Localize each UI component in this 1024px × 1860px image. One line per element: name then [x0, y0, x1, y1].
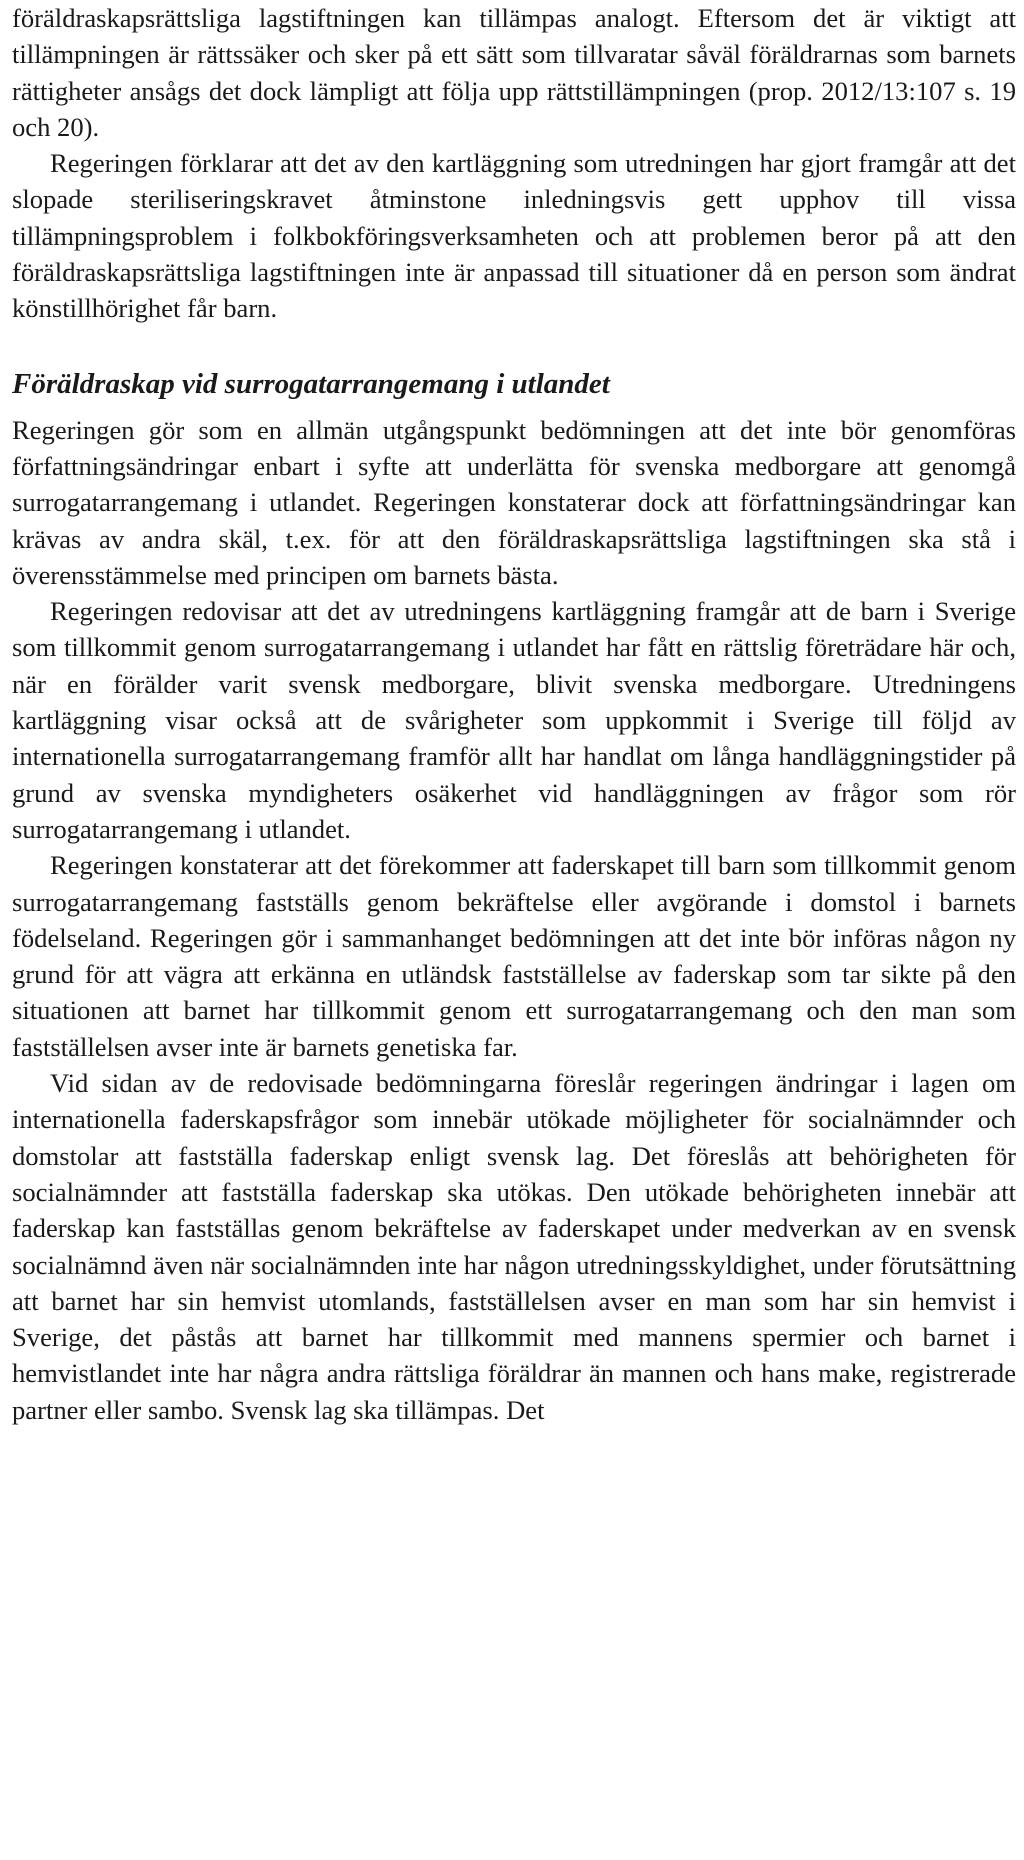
- paragraph: Regeringen förklarar att det av den kartläggning som utredningen har gjort framgår att det slopade steriliseringskravet åtminstone inledningsvis gett upphov till vissa tillämpningsproblem i folkbokföringsverksamheten och att problemen beror på att den föräldraskapsrättsliga lagstiftningen inte är anpassad till situationer då en person som ändrat könstillhörighet får barn.: [12, 148, 1016, 324]
- paragraph: Regeringen gör som en allmän utgångspunkt bedömningen att det inte bör genomföras författningsändringar enbart i syfte att underlätta för svenska medborgare att genomgå surrogatarrangemang i utlandet. Regeringen konstaterar dock att författningsändringar kan krävas av andra skäl, t.ex. för att den föräldraskapsrättsliga lagstiftningen ska stå i överensstämmelse med principen om barnets bästa.: [12, 414, 1016, 590]
- document-page: [12, 0, 1016, 1428]
- paragraphs-top: [12, 0, 1016, 327]
- paragraph: Regeringen redovisar att det av utredningens kartläggning framgår att de barn i Sverige som tillkommit genom surrogatarrangemang i utlandet har fått en rättslig företrädare här och, när en förälder varit svensk medborgare, blivit svenska medborgare. Utredningens kartläggning visar också att de svårigheter som uppkommit i Sverige till följd av internationella surrogatarrangemang framför allt har handlat om långa handläggningstider på grund av svenska myndigheters osäkerhet vid handläggningen av frågor som rör surrogatarrangemang i utlandet.: [12, 596, 1016, 844]
- section-heading: Föräldraskap vid surrogatarrangemang i utlandet: [12, 367, 610, 400]
- paragraphs-bottom: [12, 412, 1016, 1428]
- paragraph: Regeringen konstaterar att det förekommer att faderskapet till barn som tillkommit genom surrogatarrangemang fastställs genom bekräftelse eller avgörande i domstol i barnets födelseland. Regeringen gör i sammanhanget bedömningen att det inte bör införas någon ny grund för att vägra att erkänna en utländsk fastställelse av faderskap som tar sikte på den situationen att barnet har tillkommit genom ett surrogatarrangemang och den man som fastställelsen avser inte är barnets genetiska far.: [12, 850, 1016, 1062]
- paragraph: föräldraskapsrättsliga lagstiftningen kan tillämpas analogt. Eftersom det är viktigt att tillämpningen är rättssäker och sker på ett sätt som tillvaratar såväl föräldrarnas som barnets rättigheter ansågs det dock lämpligt att följa upp rättstillämpningen (prop. 2012/13:107 s. 19 och 20).: [12, 3, 1016, 142]
- paragraph: Vid sidan av de redovisade bedömningarna föreslår regeringen ändringar i lagen om internationella faderskapsfrågor som innebär utökade möjligheter för socialnämnder och domstolar att fastställa faderskap enligt svensk lag. Det föreslås att behörigheten för socialnämnder att fastställa faderskap ska utökas. Den utökade behörigheten innebär att faderskap kan fastställas genom bekräftelse av faderskapet under medverkan av en svensk socialnämnd även när socialnämnden inte har någon utredningsskyldighet, under förutsättning att barnet har sin hemvist utomlands, fastställelsen avser en man som har sin hemvist i Sverige, det påstås att barnet har tillkommit med mannens spermier och barnet i hemvistlandet inte har några andra rättsliga föräldrar än mannen och hans make, registrerade partner eller sambo. Svensk lag ska tillämpas. Det: [12, 1068, 1016, 1425]
